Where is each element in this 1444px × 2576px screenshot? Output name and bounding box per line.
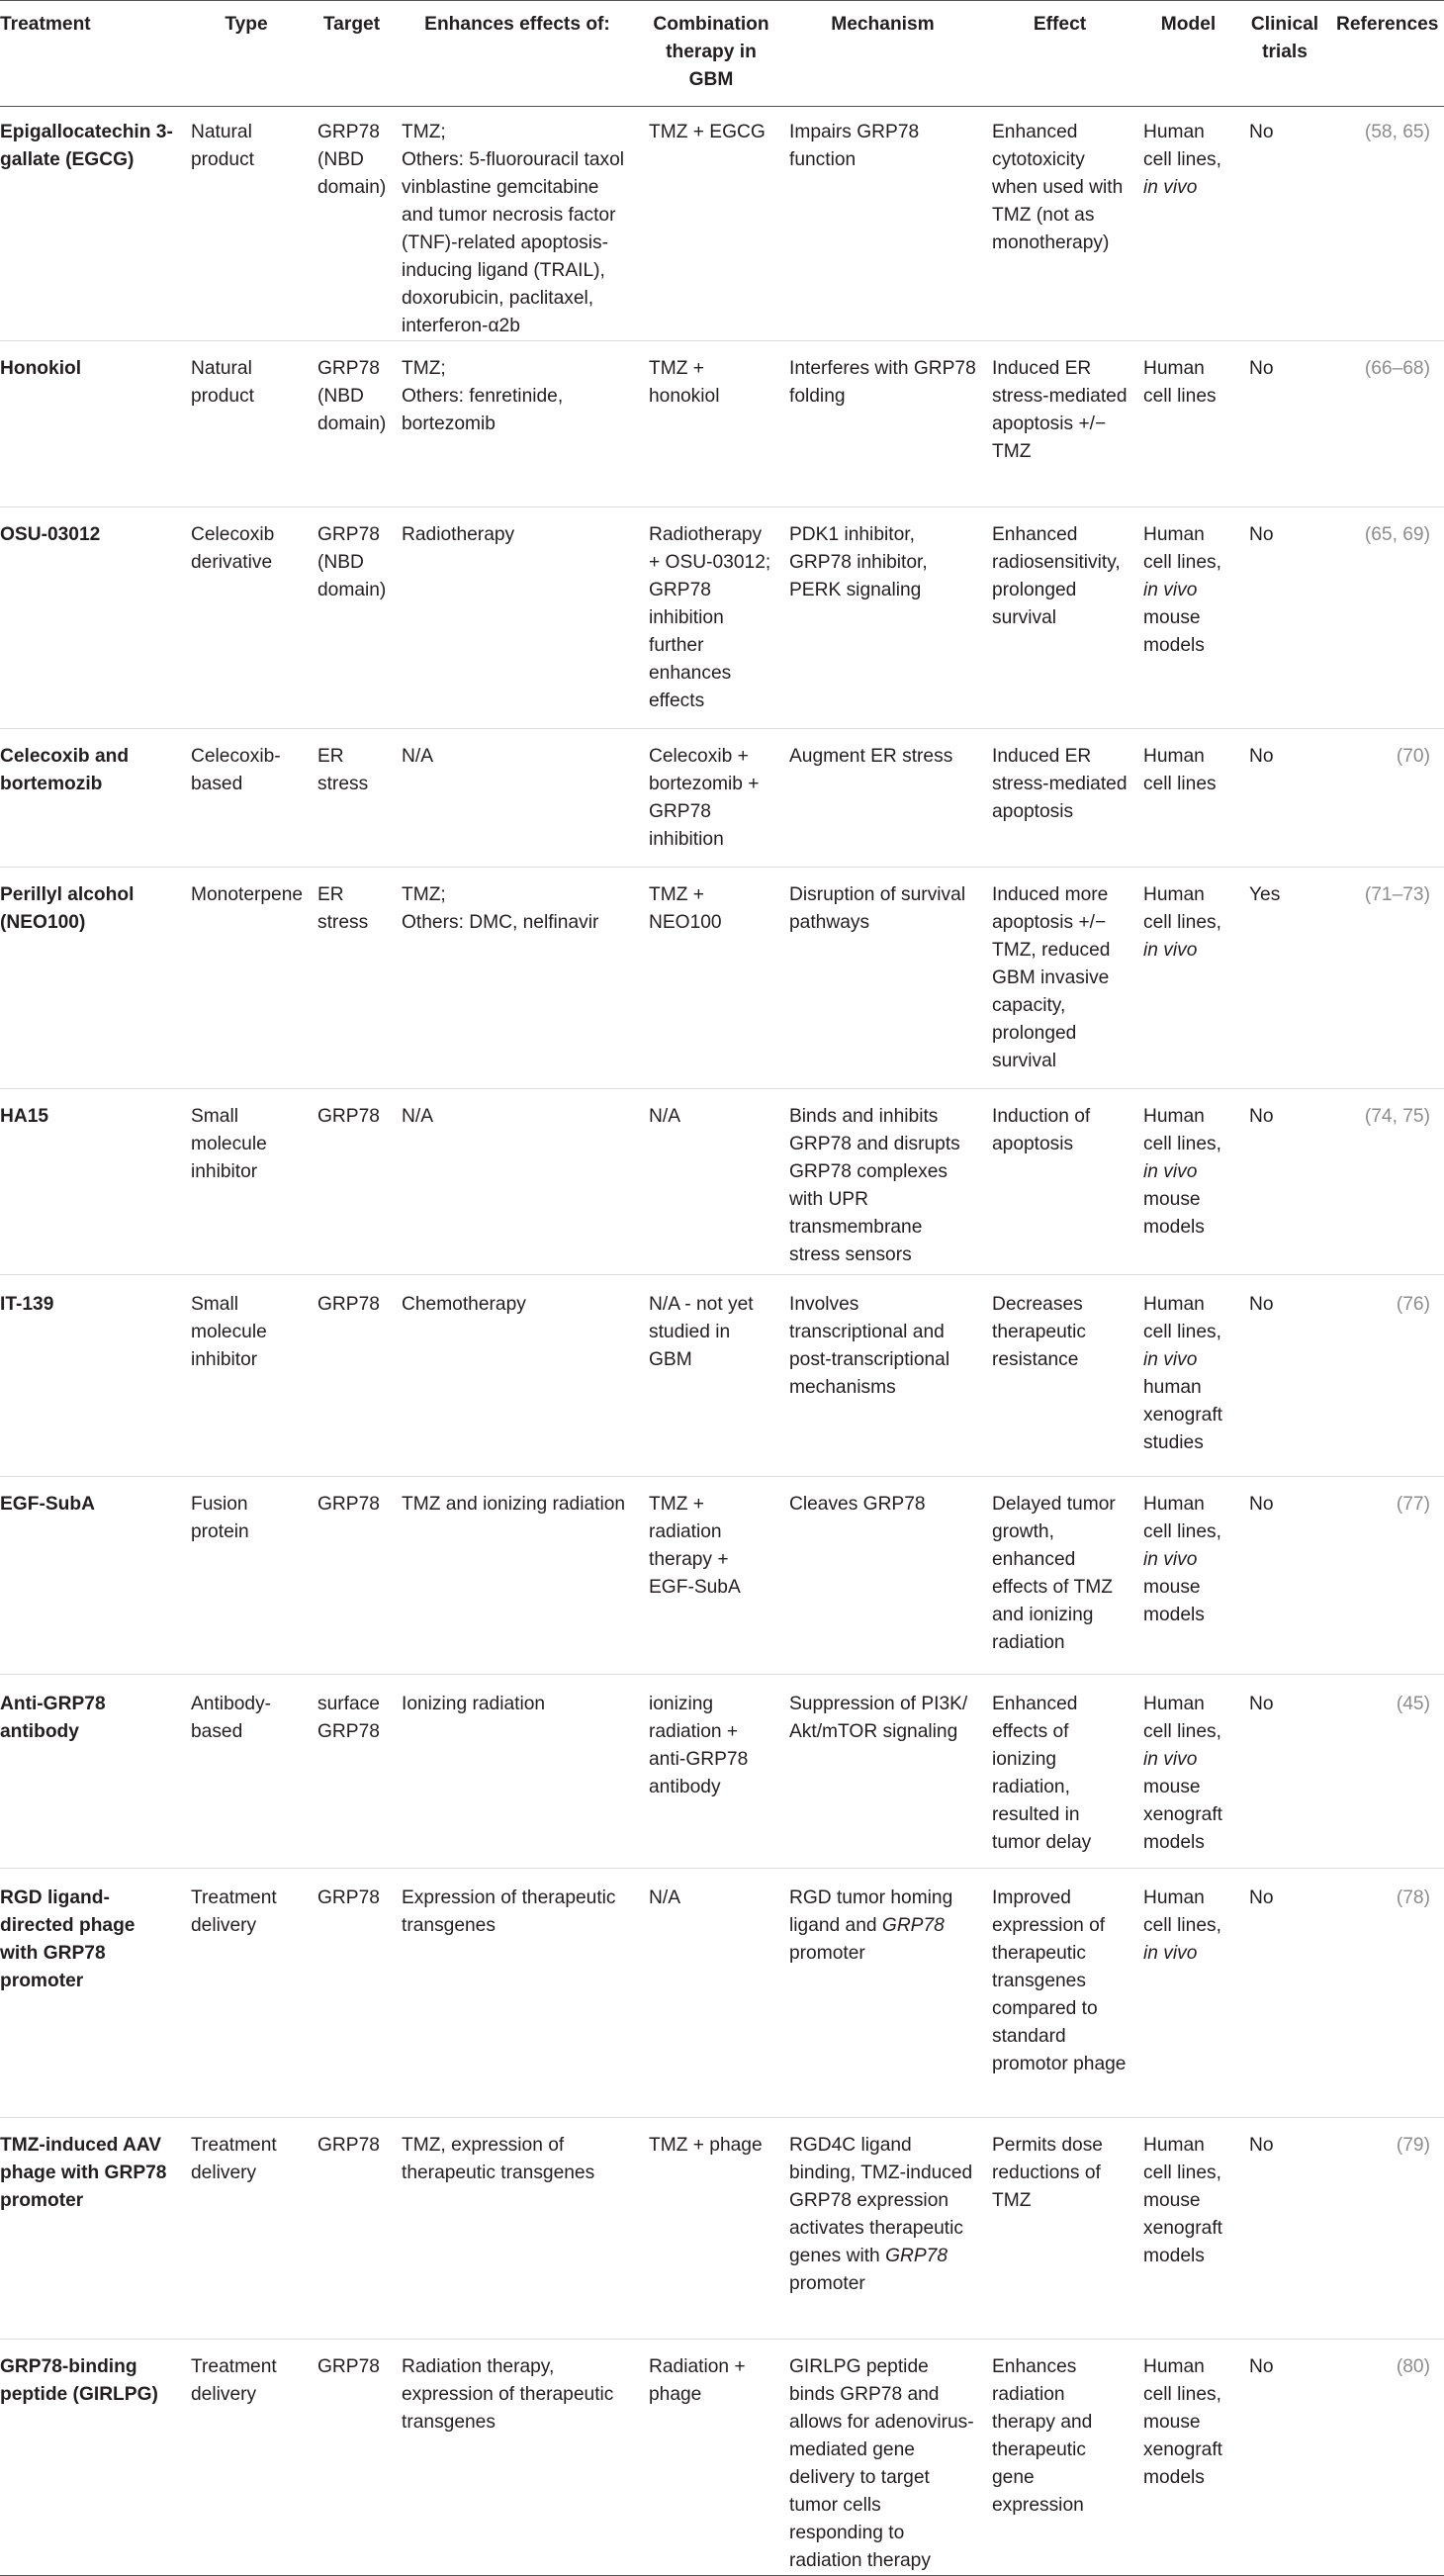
ref-link: 76 xyxy=(1402,1294,1424,1315)
cell-enhances xyxy=(394,1869,641,2118)
model-in-vivo: in vivo xyxy=(1143,580,1198,600)
cell-combination: TMZ + NEO100 xyxy=(641,868,781,1089)
ref-link: 66–68 xyxy=(1371,358,1424,379)
cell-combination: N/A xyxy=(641,1089,781,1275)
cell-enhances xyxy=(394,729,641,868)
header-model: Model xyxy=(1135,1,1241,107)
cell-treatment: Perillyl alcohol (NEO100) xyxy=(0,868,183,1089)
cell-combination: TMZ + EGCG xyxy=(641,107,781,341)
cell-combination: ionizing radiation + anti-GRP78 antibody xyxy=(641,1675,781,1869)
cell-target: GRP78 (NBD domain) xyxy=(310,107,394,341)
cell-target: ER stress xyxy=(310,729,394,868)
model-primary: Human cell lines xyxy=(1143,746,1217,794)
table-row xyxy=(0,2340,1444,2576)
cell-clinical: No xyxy=(1241,1675,1328,1869)
mechanism-text: RGD tumor homing ligand and xyxy=(789,1887,953,1936)
cell-target: GRP78 (NBD domain) xyxy=(310,341,394,507)
cell-type: Fusion protein xyxy=(183,1477,310,1675)
cell-references xyxy=(1328,2118,1444,2340)
mechanism-text-end: promoter xyxy=(789,2273,865,2294)
ref-close: ) xyxy=(1423,1294,1430,1315)
table-row xyxy=(0,729,1444,868)
cell-treatment: Epigallocatechin 3-gallate (EGCG) xyxy=(0,107,183,341)
cell-model xyxy=(1135,1089,1241,1275)
cell-clinical: Yes xyxy=(1241,868,1328,1089)
cell-treatment: Anti-GRP78 antibody xyxy=(0,1675,183,1869)
cell-enhances xyxy=(394,341,641,507)
ref-link: 65 xyxy=(1371,524,1393,545)
model-detail: mouse models xyxy=(1143,1189,1205,1238)
cell-mechanism: Interferes with GRP78 folding xyxy=(781,341,984,507)
cell-model xyxy=(1135,507,1241,729)
ref-close: ) xyxy=(1423,1106,1430,1127)
cell-combination: N/A xyxy=(641,1869,781,2118)
cell-references xyxy=(1328,729,1444,868)
cell-model xyxy=(1135,1275,1241,1477)
model-primary: Human cell lines, xyxy=(1143,1294,1221,1342)
cell-effect: Enhanced cytotoxicity when used with TMZ (not as monotherapy) xyxy=(984,107,1135,341)
cell-mechanism: Impairs GRP78 function xyxy=(781,107,984,341)
header-effect: Effect xyxy=(984,1,1135,107)
model-primary: Human cell lines, xyxy=(1143,1694,1221,1742)
enhances-primary: TMZ; xyxy=(402,884,446,905)
cell-target: GRP78 xyxy=(310,1869,394,2118)
mechanism-gene: GRP78 xyxy=(881,1915,945,1936)
header-references: References xyxy=(1328,1,1444,107)
cell-effect: Induced ER stress-mediated apoptosis xyxy=(984,729,1135,868)
model-primary: Human cell lines xyxy=(1143,358,1217,407)
cell-effect: Permits dose reductions of TMZ xyxy=(984,2118,1135,2340)
ref-open: ( xyxy=(1396,1294,1403,1315)
enhances-primary: Ionizing radiation xyxy=(402,1694,546,1714)
table-row xyxy=(0,107,1444,341)
model-detail: human xenograft studies xyxy=(1143,1377,1223,1453)
model-in-vivo: in vivo xyxy=(1143,1161,1198,1182)
cell-mechanism: Suppression of PI3K/ Akt/mTOR signaling xyxy=(781,1675,984,1869)
header-row xyxy=(0,1,1444,107)
cell-type: Treatment delivery xyxy=(183,2340,310,2576)
cell-target: surface GRP78 xyxy=(310,1675,394,1869)
cell-mechanism: Binds and inhibits GRP78 and disrupts GRP78 complexes with UPR transmembrane stress sensors xyxy=(781,1089,984,1275)
ref-separator: , xyxy=(1392,524,1403,545)
cell-target: GRP78 xyxy=(310,1477,394,1675)
ref-close: ) xyxy=(1423,1694,1430,1714)
table-row xyxy=(0,1089,1444,1275)
ref-open: ( xyxy=(1364,884,1372,905)
cell-type: Celecoxib derivative xyxy=(183,507,310,729)
header-combination: Combination therapy in GBM xyxy=(641,1,781,107)
enhances-primary: N/A xyxy=(402,746,433,767)
mechanism-text: RGD4C ligand binding, TMZ-induced GRP78 expression activates therapeutic genes with xyxy=(789,2135,973,2266)
cell-model xyxy=(1135,1675,1241,1869)
cell-model xyxy=(1135,868,1241,1089)
cell-enhances xyxy=(394,507,641,729)
enhances-primary: Expression of therapeutic transgenes xyxy=(402,1887,616,1936)
ref-link: 75 xyxy=(1402,1106,1424,1127)
cell-references xyxy=(1328,2340,1444,2576)
ref-close: ) xyxy=(1423,2356,1430,2377)
ref-link: 74 xyxy=(1371,1106,1393,1127)
cell-treatment: HA15 xyxy=(0,1089,183,1275)
cell-references xyxy=(1328,1477,1444,1675)
header-clinical: Clinical trials xyxy=(1241,1,1328,107)
ref-close: ) xyxy=(1423,122,1430,142)
mechanism-text-end: promoter xyxy=(789,1943,865,1964)
cell-type: Small molecule inhibitor xyxy=(183,1089,310,1275)
ref-open: ( xyxy=(1364,358,1372,379)
table-row xyxy=(0,1275,1444,1477)
enhances-primary: TMZ; xyxy=(402,122,446,142)
cell-combination: TMZ + radiation therapy + EGF-SubA xyxy=(641,1477,781,1675)
ref-open: ( xyxy=(1396,1887,1403,1908)
cell-enhances xyxy=(394,2118,641,2340)
cell-type: Treatment delivery xyxy=(183,1869,310,2118)
ref-close: ) xyxy=(1423,358,1430,379)
cell-type: Monoterpene xyxy=(183,868,310,1089)
cell-combination: Radiation + phage xyxy=(641,2340,781,2576)
cell-enhances xyxy=(394,1275,641,1477)
cell-enhances xyxy=(394,2340,641,2576)
cell-treatment: Celecoxib and bortemozib xyxy=(0,729,183,868)
ref-link: 69 xyxy=(1402,524,1424,545)
cell-effect: Improved expression of therapeutic transgenes compared to standard promotor phage xyxy=(984,1869,1135,2118)
cell-treatment: RGD ligand-directed phage with GRP78 promoter xyxy=(0,1869,183,2118)
cell-target: GRP78 xyxy=(310,1089,394,1275)
enhances-primary: N/A xyxy=(402,1106,433,1127)
header-target: Target xyxy=(310,1,394,107)
enhances-primary: TMZ and ionizing radiation xyxy=(402,1494,626,1515)
cell-enhances xyxy=(394,1675,641,1869)
ref-open: ( xyxy=(1364,122,1372,142)
model-primary: Human cell lines, xyxy=(1143,1494,1221,1542)
cell-enhances xyxy=(394,868,641,1089)
model-primary: Human cell lines, xyxy=(1143,1106,1221,1154)
cell-combination: N/A - not yet studied in GBM xyxy=(641,1275,781,1477)
cell-treatment: OSU-03012 xyxy=(0,507,183,729)
cell-mechanism: Disruption of survival pathways xyxy=(781,868,984,1089)
header-enhances: Enhances effects of: xyxy=(394,1,641,107)
cell-model xyxy=(1135,1477,1241,1675)
cell-combination: Celecoxib + bortezomib + GRP78 inhibition xyxy=(641,729,781,868)
cell-enhances xyxy=(394,1477,641,1675)
ref-link: 45 xyxy=(1402,1694,1424,1714)
cell-effect: Induced ER stress-mediated apoptosis +/− TMZ xyxy=(984,341,1135,507)
header-mechanism: Mechanism xyxy=(781,1,984,107)
cell-treatment: GRP78-binding peptide (GIRLPG) xyxy=(0,2340,183,2576)
header-treatment: Treatment xyxy=(0,1,183,107)
ref-link: 70 xyxy=(1402,746,1424,767)
cell-mechanism xyxy=(781,1869,984,2118)
cell-clinical: No xyxy=(1241,507,1328,729)
model-primary: Human cell lines, xyxy=(1143,524,1221,573)
cell-target: GRP78 xyxy=(310,1275,394,1477)
table-header xyxy=(0,1,1444,107)
cell-mechanism: Involves transcriptional and post-transcriptional mechanisms xyxy=(781,1275,984,1477)
cell-target: GRP78 (NBD domain) xyxy=(310,507,394,729)
cell-clinical: No xyxy=(1241,729,1328,868)
cell-type: Natural product xyxy=(183,341,310,507)
cell-mechanism: Augment ER stress xyxy=(781,729,984,868)
cell-treatment: TMZ-induced AAV phage with GRP78 promoter xyxy=(0,2118,183,2340)
cell-clinical: No xyxy=(1241,107,1328,341)
cell-target: GRP78 xyxy=(310,2118,394,2340)
cell-references xyxy=(1328,341,1444,507)
cell-mechanism xyxy=(781,2118,984,2340)
enhances-primary: Radiation therapy, expression of therapeutic transgenes xyxy=(402,2356,614,2433)
table-row xyxy=(0,341,1444,507)
model-primary: Human cell lines, xyxy=(1143,1887,1221,1936)
cell-clinical: No xyxy=(1241,2118,1328,2340)
cell-model xyxy=(1135,2118,1241,2340)
cell-type: Celecoxib-based xyxy=(183,729,310,868)
cell-clinical: No xyxy=(1241,2340,1328,2576)
mechanism-gene: GRP78 xyxy=(885,2246,948,2266)
model-detail: mouse xenograft models xyxy=(1143,1777,1223,1853)
table-row xyxy=(0,1675,1444,1869)
cell-clinical: No xyxy=(1241,1089,1328,1275)
cell-mechanism: GIRLPG peptide binds GRP78 and allows for adenovirus-mediated gene delivery to target tumor cells responding to radiation therapy xyxy=(781,2340,984,2576)
model-in-vivo: in vivo xyxy=(1143,1349,1198,1370)
ref-link: 78 xyxy=(1402,1887,1424,1908)
table-body xyxy=(0,107,1444,2576)
table-row xyxy=(0,1477,1444,1675)
header-type: Type xyxy=(183,1,310,107)
cell-effect: Enhanced radiosensitivity, prolonged survival xyxy=(984,507,1135,729)
enhances-primary: Radiotherapy xyxy=(402,524,515,545)
ref-close: ) xyxy=(1423,2135,1430,2156)
model-detail: mouse models xyxy=(1143,1577,1205,1625)
cell-clinical: No xyxy=(1241,1275,1328,1477)
enhances-primary: Chemotherapy xyxy=(402,1294,526,1315)
model-primary: Human cell lines, mouse xenograft models xyxy=(1143,2356,1223,2488)
ref-open: ( xyxy=(1396,746,1403,767)
ref-open: ( xyxy=(1396,1494,1403,1515)
cell-mechanism: PDK1 inhibitor, GRP78 inhibitor, PERK signaling xyxy=(781,507,984,729)
ref-close: ) xyxy=(1423,1887,1430,1908)
cell-model xyxy=(1135,341,1241,507)
table-row xyxy=(0,1869,1444,2118)
cell-type: Small molecule inhibitor xyxy=(183,1275,310,1477)
cell-target: GRP78 xyxy=(310,2340,394,2576)
enhances-others: Others: 5-fluorouracil taxol vinblastine gemcitabine and tumor necrosis factor (TNF)-related apoptosis-inducing ligand (TRAIL), doxorubicin, paclitaxel, interferon-α2b xyxy=(402,149,625,336)
ref-close: ) xyxy=(1423,884,1430,905)
model-in-vivo: in vivo xyxy=(1143,1749,1198,1770)
cell-clinical: No xyxy=(1241,341,1328,507)
cell-references xyxy=(1328,107,1444,341)
cell-model xyxy=(1135,2340,1241,2576)
cell-effect: Induced more apoptosis +/− TMZ, reduced GBM invasive capacity, prolonged survival xyxy=(984,868,1135,1089)
cell-treatment: IT-139 xyxy=(0,1275,183,1477)
cell-enhances xyxy=(394,107,641,341)
ref-link: 77 xyxy=(1402,1494,1424,1515)
model-in-vivo: in vivo xyxy=(1143,1943,1198,1964)
ref-separator: , xyxy=(1392,1106,1403,1127)
cell-combination: TMZ + honokiol xyxy=(641,341,781,507)
model-in-vivo: in vivo xyxy=(1143,940,1198,961)
cell-treatment: EGF-SubA xyxy=(0,1477,183,1675)
ref-separator: , xyxy=(1392,122,1403,142)
ref-close: ) xyxy=(1423,524,1430,545)
model-detail: mouse models xyxy=(1143,607,1205,656)
cell-model xyxy=(1135,107,1241,341)
cell-effect: Induction of apoptosis xyxy=(984,1089,1135,1275)
enhances-others: Others: DMC, nelfinavir xyxy=(402,912,599,933)
cell-model xyxy=(1135,1869,1241,2118)
cell-effect: Delayed tumor growth, enhanced effects of TMZ and ionizing radiation xyxy=(984,1477,1135,1675)
ref-open: ( xyxy=(1364,524,1372,545)
cell-mechanism: Cleaves GRP78 xyxy=(781,1477,984,1675)
ref-close: ) xyxy=(1423,1494,1430,1515)
cell-enhances xyxy=(394,1089,641,1275)
table-row xyxy=(0,2118,1444,2340)
model-primary: Human cell lines, mouse xenograft models xyxy=(1143,2135,1223,2266)
model-primary: Human cell lines, xyxy=(1143,884,1221,933)
ref-link: 58 xyxy=(1371,122,1393,142)
model-primary: Human cell lines, xyxy=(1143,122,1221,170)
cell-effect: Enhances radiation therapy and therapeutic gene expression xyxy=(984,2340,1135,2576)
ref-link: 80 xyxy=(1402,2356,1424,2377)
ref-open: ( xyxy=(1396,2135,1403,2156)
cell-type: Natural product xyxy=(183,107,310,341)
ref-open: ( xyxy=(1396,1694,1403,1714)
cell-references xyxy=(1328,1089,1444,1275)
cell-target: ER stress xyxy=(310,868,394,1089)
model-in-vivo: in vivo xyxy=(1143,1549,1198,1570)
cell-treatment: Honokiol xyxy=(0,341,183,507)
cell-combination: TMZ + phage xyxy=(641,2118,781,2340)
enhances-primary: TMZ; xyxy=(402,358,446,379)
cell-references xyxy=(1328,1275,1444,1477)
table-row xyxy=(0,868,1444,1089)
cell-references xyxy=(1328,868,1444,1089)
cell-model xyxy=(1135,729,1241,868)
ref-open: ( xyxy=(1396,2356,1403,2377)
cell-effect: Enhanced effects of ionizing radiation, resulted in tumor delay xyxy=(984,1675,1135,1869)
cell-references xyxy=(1328,507,1444,729)
enhances-others: Others: fenretinide, bortezomib xyxy=(402,386,564,434)
ref-link: 71–73 xyxy=(1371,884,1424,905)
model-in-vivo: in vivo xyxy=(1143,177,1198,198)
cell-references xyxy=(1328,1675,1444,1869)
ref-close: ) xyxy=(1423,746,1430,767)
ref-link: 79 xyxy=(1402,2135,1424,2156)
cell-combination: Radiotherapy + OSU-03012; GRP78 inhibition further enhances effects xyxy=(641,507,781,729)
cell-clinical: No xyxy=(1241,1869,1328,2118)
cell-type: Treatment delivery xyxy=(183,2118,310,2340)
enhances-primary: TMZ, expression of therapeutic transgenes xyxy=(402,2135,595,2183)
cell-references xyxy=(1328,1869,1444,2118)
ref-link: 65 xyxy=(1402,122,1424,142)
ref-open: ( xyxy=(1364,1106,1372,1127)
cell-type: Antibody-based xyxy=(183,1675,310,1869)
cell-clinical: No xyxy=(1241,1477,1328,1675)
table-row xyxy=(0,507,1444,729)
cell-effect: Decreases therapeutic resistance xyxy=(984,1275,1135,1477)
